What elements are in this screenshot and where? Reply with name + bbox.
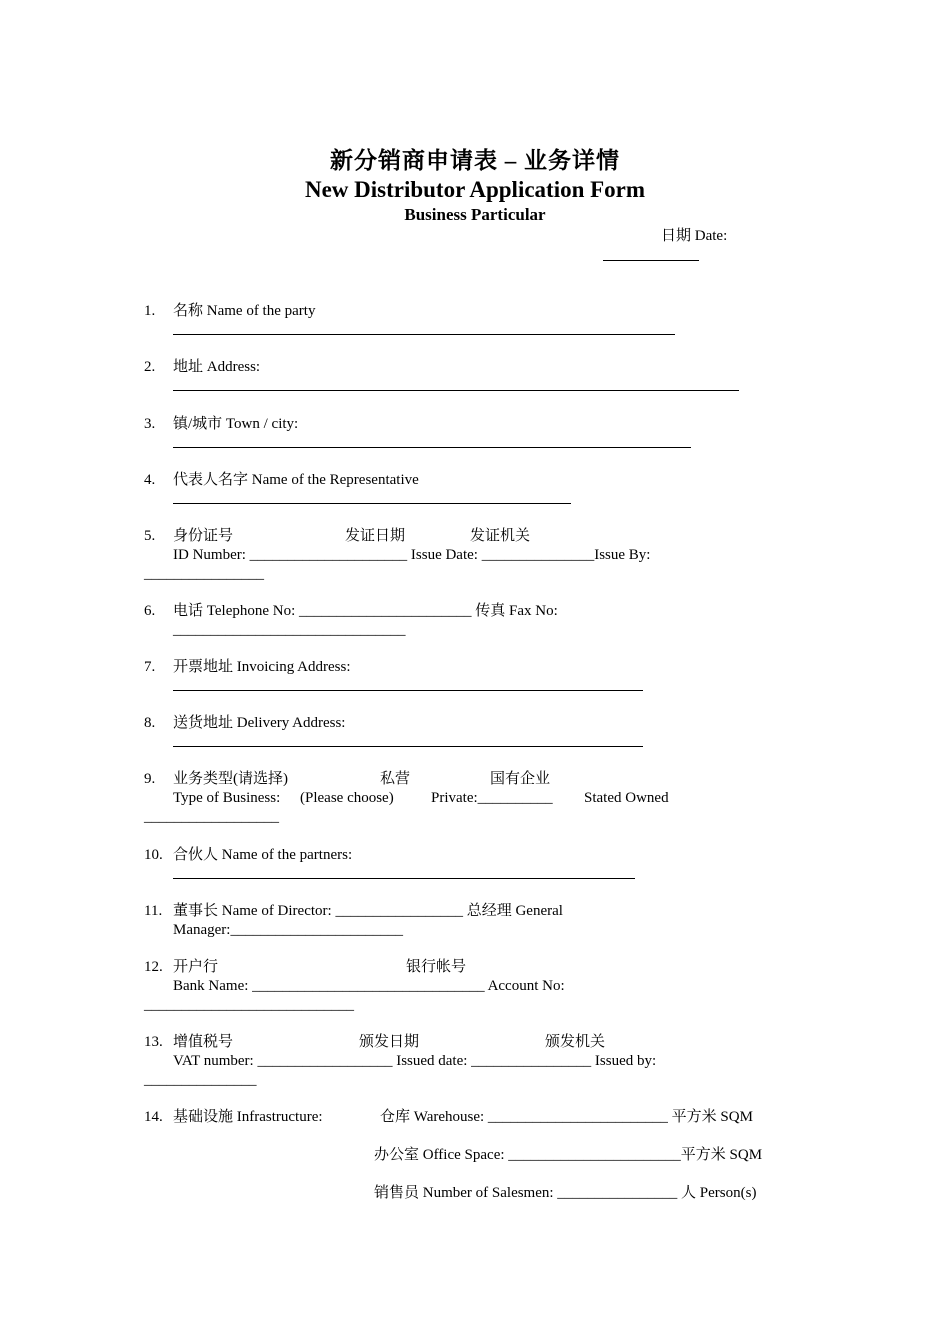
cn-label: 增值税号 bbox=[173, 1034, 234, 1050]
item-number: 12. bbox=[144, 959, 163, 975]
field-label: (Please choose) bbox=[300, 790, 394, 806]
cn-label: 发证机关 bbox=[470, 528, 531, 544]
field-label: 名称 Name of the party bbox=[173, 303, 316, 319]
field-label: 镇/城市 Town / city: bbox=[173, 416, 299, 432]
field-line[interactable]: Bank Name: _______________________________ Account No: bbox=[173, 978, 565, 994]
field-label: Type of Business: bbox=[173, 790, 281, 806]
field-line[interactable]: ____________________________ bbox=[144, 997, 354, 1013]
fill-line[interactable] bbox=[173, 690, 643, 691]
item-number: 13. bbox=[144, 1034, 163, 1050]
field-label: 开票地址 Invoicing Address: bbox=[173, 659, 351, 675]
cn-label: 发证日期 bbox=[345, 528, 406, 544]
field-label: 送货地址 Delivery Address: bbox=[173, 715, 346, 731]
subtitle: Business Particular bbox=[404, 205, 546, 224]
field-line[interactable]: _______________ bbox=[144, 1072, 257, 1088]
salesmen-field[interactable]: 销售员 Number of Salesmen: ________________ 人 Person(s) bbox=[374, 1185, 757, 1201]
item-number: 11. bbox=[144, 903, 163, 919]
date-label: 日期 Date: bbox=[661, 228, 728, 244]
field-line[interactable]: ID Number: _____________________ Issue Date: _______________Issue By: bbox=[173, 547, 651, 563]
item-number: 8. bbox=[144, 715, 156, 731]
item-number: 5. bbox=[144, 528, 156, 544]
field-label: 地址 Address: bbox=[173, 359, 261, 375]
office-space-field[interactable]: 办公室 Office Space: _______________________平方米 SQM bbox=[374, 1147, 763, 1163]
cn-label: 开户行 bbox=[173, 959, 219, 975]
item-number: 2. bbox=[144, 359, 156, 375]
field-label: 代表人名字 Name of the Representative bbox=[173, 472, 419, 488]
field-line[interactable]: 电话 Telephone No: _______________________ 传真 Fax No: bbox=[173, 603, 558, 619]
field-line[interactable]: VAT number: __________________ Issued date: ________________ Issued by: bbox=[173, 1053, 657, 1069]
warehouse-field[interactable]: 仓库 Warehouse: ________________________ 平方米 SQM bbox=[380, 1109, 753, 1125]
item-number: 9. bbox=[144, 771, 156, 787]
fill-line[interactable] bbox=[173, 878, 635, 879]
cn-label: 银行帐号 bbox=[406, 959, 467, 975]
item-number: 4. bbox=[144, 472, 156, 488]
field-label: 合伙人 Name of the partners: bbox=[173, 847, 353, 863]
item-number: 6. bbox=[144, 603, 156, 619]
title-english: New Distributor Application Form bbox=[304, 177, 646, 202]
field-line[interactable]: Manager:_______________________ bbox=[173, 922, 403, 938]
item-number: 3. bbox=[144, 416, 156, 432]
field-label: 基础设施 Infrastructure: bbox=[173, 1109, 323, 1125]
cn-label: 身份证号 bbox=[173, 528, 234, 544]
field-line[interactable]: __________________ bbox=[144, 809, 279, 825]
title-chinese: 新分销商申请表 – 业务详情 bbox=[330, 148, 620, 173]
fill-line[interactable] bbox=[173, 746, 643, 747]
item-number: 10. bbox=[144, 847, 163, 863]
cn-label: 颁发机关 bbox=[545, 1034, 606, 1050]
field-line[interactable]: ________________ bbox=[144, 566, 264, 582]
fill-line[interactable] bbox=[173, 390, 739, 391]
item-number: 1. bbox=[144, 303, 156, 319]
fill-line[interactable] bbox=[173, 447, 691, 448]
date-field[interactable] bbox=[603, 260, 699, 261]
fill-line[interactable] bbox=[173, 334, 675, 335]
fill-line[interactable] bbox=[173, 503, 571, 504]
cn-label: 业务类型(请选择) bbox=[173, 771, 288, 787]
item-number: 7. bbox=[144, 659, 156, 675]
state-owned-option[interactable]: Stated Owned bbox=[584, 790, 669, 806]
field-line[interactable]: 董事长 Name of Director: _________________ 总经理 General bbox=[173, 903, 563, 919]
item-number: 14. bbox=[144, 1109, 163, 1125]
private-option[interactable]: Private:__________ bbox=[431, 790, 553, 806]
cn-label: 颁发日期 bbox=[359, 1034, 420, 1050]
field-line[interactable]: _______________________________ bbox=[173, 622, 406, 638]
cn-label: 国有企业 bbox=[490, 771, 551, 787]
cn-label: 私营 bbox=[380, 771, 411, 787]
